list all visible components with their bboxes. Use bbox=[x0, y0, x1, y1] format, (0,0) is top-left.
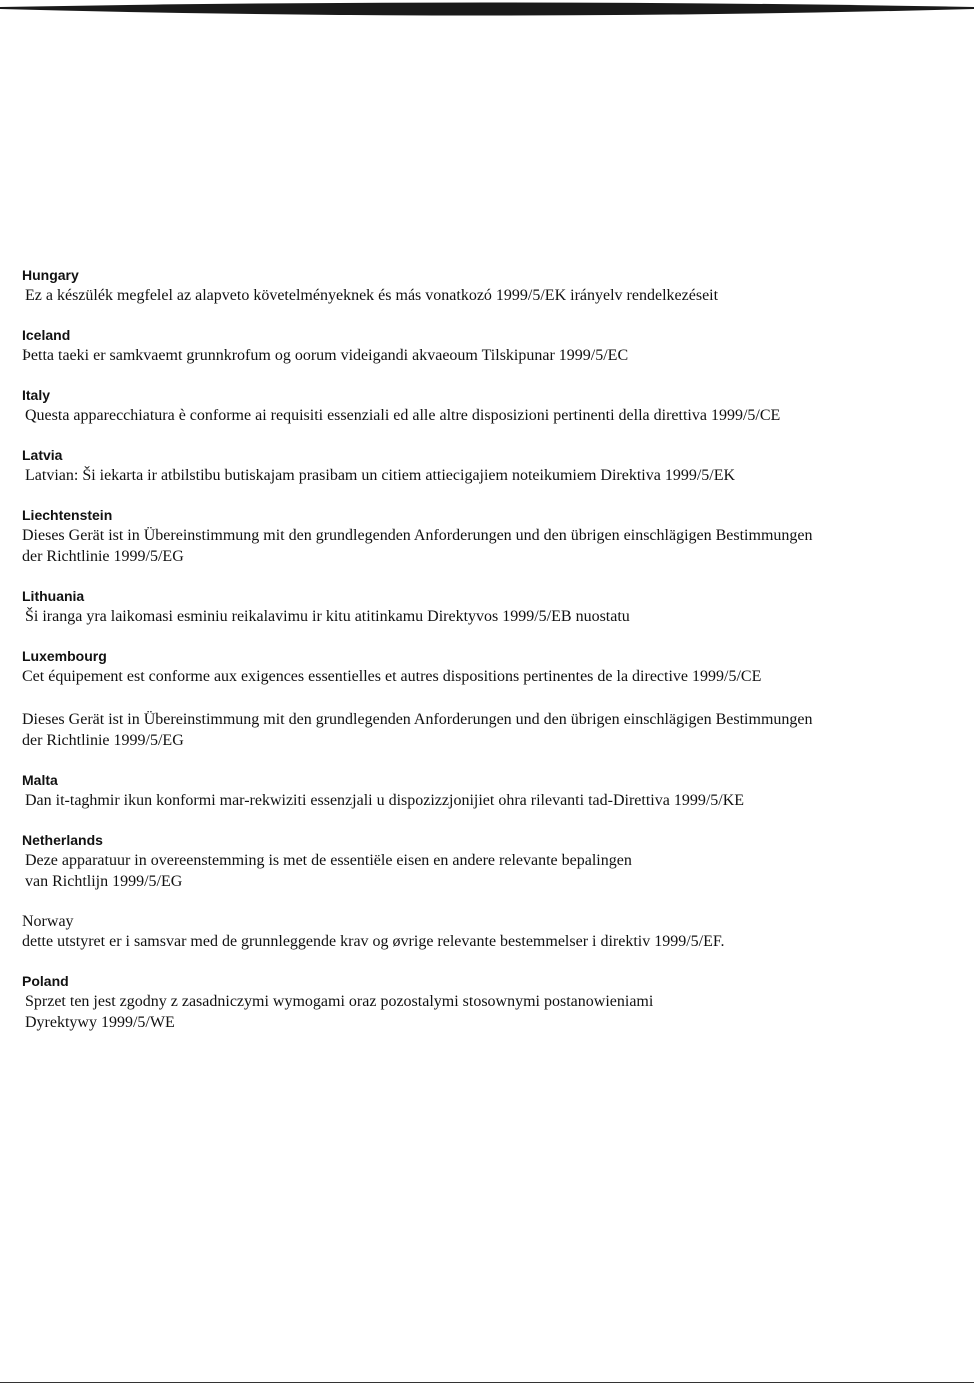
declaration-text-french: Cet équipement est conforme aux exigences essentielles et autres dispositions pertinentes de la directive 1999/5/CE bbox=[22, 668, 762, 685]
declaration-text: dette utstyret er i samsvar med de grunnleggende krav og øvrige relevante bestemmelser i direktiv 1999/5/EF. bbox=[22, 933, 725, 950]
section-luxembourg bbox=[22, 647, 952, 751]
declaration-list bbox=[22, 266, 952, 1053]
section-poland bbox=[22, 972, 952, 1033]
country-heading: Italy bbox=[22, 387, 51, 403]
country-heading: Iceland bbox=[22, 327, 71, 343]
country-heading: Netherlands bbox=[22, 832, 103, 848]
declaration-text-line-1: Sprzet ten jest zgodny z zasadniczymi wymogami oraz pozostalymi stosownymi postanowieniami bbox=[25, 993, 654, 1010]
country-heading: Poland bbox=[22, 973, 69, 989]
declaration-text-line-1: Dieses Gerät ist in Übereinstimmung mit den grundlegenden Anforderungen und den übrigen einschlägigen Bestimmungen bbox=[22, 527, 813, 544]
declaration-text: Dan it-taghmir ikun konformi mar-rekwiziti essenzjali u dispozizzjonijiet ohra rilevanti tad-Direttiva 1999/5/KE bbox=[25, 792, 745, 809]
declaration-text: Latvian: Ši iekarta ir atbilstibu butiskajam prasibam un citiem attiecigajiem noteikumiem Direktiva 1999/5/EK bbox=[25, 467, 736, 484]
declaration-text: Ši iranga yra laikomasi esminiu reikalavimu ir kitu atitinkamu Direktyvos 1999/5/EB nuostatu bbox=[25, 608, 630, 625]
declaration-text-line-2: der Richtlinie 1999/5/EG bbox=[22, 548, 184, 565]
country-heading: Latvia bbox=[22, 447, 63, 463]
declaration-text: Þetta taeki er samkvaemt grunnkrofum og oorum videigandi akvaeoum Tilskipunar 1999/5/EC bbox=[22, 347, 629, 364]
country-heading: Luxembourg bbox=[22, 648, 107, 664]
declaration-text-line-1: Deze apparatuur in overeenstemming is met de essentiële eisen en andere relevante bepalingen bbox=[25, 852, 632, 869]
section-malta bbox=[22, 771, 952, 811]
country-heading: Lithuania bbox=[22, 588, 85, 604]
section-italy bbox=[22, 386, 952, 426]
header-rule bbox=[0, 0, 974, 22]
section-liechtenstein bbox=[22, 506, 952, 567]
country-heading: Liechtenstein bbox=[22, 507, 113, 523]
declaration-text: Ez a készülék megfelel az alapveto követelményeknek és más vonatkozó 1999/5/EK irányelv rendelkezéseit bbox=[25, 287, 719, 304]
section-norway bbox=[22, 912, 952, 952]
country-heading: Norway bbox=[22, 913, 74, 930]
footer-rule bbox=[0, 1382, 974, 1383]
section-hungary bbox=[22, 266, 952, 306]
declaration-text-german-line-1: Dieses Gerät ist in Übereinstimmung mit den grundlegenden Anforderungen und den übrigen einschlägigen Bestimmungen bbox=[22, 711, 813, 728]
declaration-text-line-2: Dyrektywy 1999/5/WE bbox=[25, 1014, 175, 1031]
declaration-text-line-2: van Richtlijn 1999/5/EG bbox=[25, 873, 183, 890]
section-iceland bbox=[22, 326, 952, 366]
declaration-text: Questa apparecchiatura è conforme ai requisiti essenziali ed alle altre disposizioni pertinenti della direttiva 1999/5/CE bbox=[25, 407, 781, 424]
section-latvia bbox=[22, 446, 952, 486]
country-heading: Malta bbox=[22, 772, 58, 788]
section-lithuania bbox=[22, 587, 952, 627]
declaration-text-german-line-2: der Richtlinie 1999/5/EG bbox=[22, 732, 184, 749]
country-heading: Hungary bbox=[22, 267, 79, 283]
section-netherlands bbox=[22, 831, 952, 892]
